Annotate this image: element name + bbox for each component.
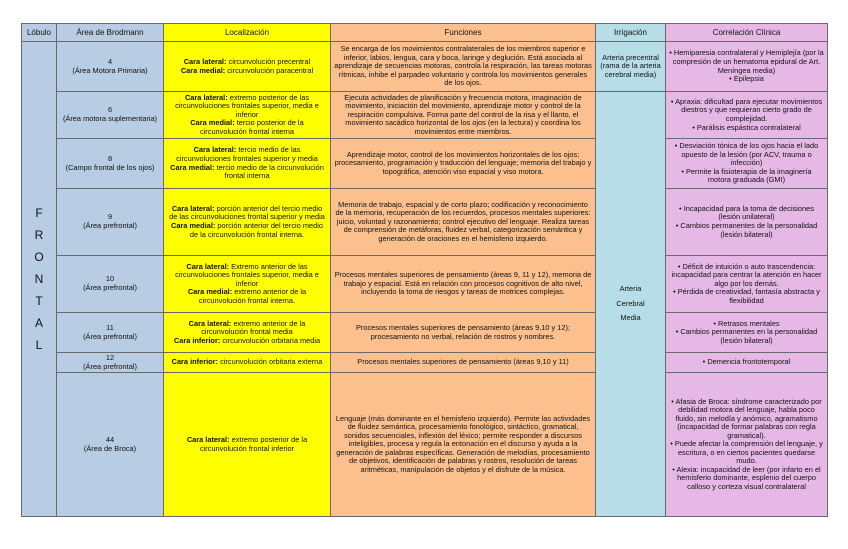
correlacion-item: • Demencia frontotemporal: [669, 358, 824, 367]
header-funciones: Funciones: [331, 24, 596, 42]
header-area: Área de Brodmann: [57, 24, 164, 42]
correlacion-item: • Parálisis espástica contralateral: [669, 124, 824, 133]
localizacion-label: Cara medial:: [170, 162, 215, 172]
localizacion-text: extremo posterior de la circunvolución frontal inferior: [199, 435, 308, 453]
localizacion-text: extremo posterior de las circunvoluciones frontales superior, media e inferior: [175, 92, 319, 119]
area-name: (Área prefrontal): [83, 331, 137, 341]
localizacion-line: [167, 288, 327, 305]
correlacion-item: • Alexia: incapacidad de leer (por infarto en el hemisferio dominante, esplenio del cuerpo calloso y corteza visual contralateral: [669, 466, 824, 492]
correlacion-item: • Apraxia: dificultad para ejecutar movimientos diestros y que requieran cierto grado de complejidad.: [669, 98, 824, 124]
lobe-cell: [22, 42, 57, 517]
header-correlacion: Correlación Clínica: [666, 24, 828, 42]
funciones-cell: Aprendizaje motor, control de los movimientos horizontales de los ojos; procesamiento, programación y traducción del lenguaje; memoria del trabajo y topográfica, atención viso espacial y viso motora.: [331, 139, 596, 189]
localizacion-line: [167, 164, 327, 181]
correlacion-cell: [666, 92, 828, 139]
table-row: [22, 256, 828, 313]
localizacion-cell: [164, 256, 331, 313]
localizacion-label: Cara lateral:: [186, 435, 230, 445]
correlacion-cell: [666, 189, 828, 256]
localizacion-text: tercio medio de la circunvolución frontal interna: [214, 162, 324, 181]
lobe-letter: F: [35, 206, 43, 221]
localizacion-text: porción anterior del tercio medio de la circunvolución frontal interna.: [189, 221, 323, 239]
correlacion-cell: [666, 42, 828, 92]
localizacion-cell: [164, 92, 331, 139]
localizacion-text: circunvolución orbitaria externa: [218, 357, 323, 367]
localizacion-label: Cara lateral:: [184, 92, 228, 102]
localizacion-line: [167, 94, 327, 120]
correlacion-item: • Puede afectar la comprensión del lenguaje, y escritura, o en ciertos pacientes quedarse mudo.: [669, 440, 824, 466]
area-cell: [57, 313, 164, 353]
funciones-cell: Procesos mentales superiores de pensamiento (áreas 9,10 y 11): [331, 353, 596, 373]
area-number: 10: [105, 274, 115, 284]
localizacion-label: Cara lateral:: [193, 145, 237, 155]
funciones-cell: Se encarga de los movimientos contralaterales de los miembros superior e inferior, labios, lengua, cara y boca, laringe y deglución. Está asociada al aprendizaje de secuencias motoras, controla la respiración, las tareas motoras rítmicas, inhibe el parpadeo voluntario y controla los movimientos generales de los ojos.: [331, 42, 596, 92]
irrigacion-cerebral-media: [596, 92, 666, 517]
localizacion-text: extremo anterior de la circunvolución frontal interna.: [198, 287, 307, 305]
correlacion-cell: [666, 256, 828, 313]
header-localizacion: Localización: [164, 24, 331, 42]
correlacion-cell: [666, 313, 828, 353]
localizacion-label: Cara medial:: [180, 65, 226, 75]
localizacion-cell: [164, 373, 331, 517]
localizacion-cell: [164, 353, 331, 373]
lobe-letter: T: [35, 294, 43, 309]
header-row: [22, 24, 828, 42]
header-irrigacion: Irrigación: [596, 24, 666, 42]
localizacion-cell: [164, 139, 331, 189]
lobe-letter: A: [34, 316, 43, 331]
localizacion-label: Cara lateral:: [188, 318, 232, 328]
localizacion-text: extremo anterior de la circunvolución frontal media: [201, 318, 306, 337]
area-cell: [57, 42, 164, 92]
lobe-letter: O: [34, 250, 44, 265]
localizacion-label: Cara inferior:: [173, 335, 221, 345]
correlacion-item: • Hemiparesia contralateral y Hemiplejía (por la compresión de un hematoma epidural de Art. Meníngea media): [669, 49, 824, 75]
localizacion-label: Cara medial:: [170, 221, 216, 230]
localizacion-label: Cara lateral:: [186, 261, 230, 271]
correlacion-cell: [666, 353, 828, 373]
localizacion-line: [167, 263, 327, 289]
correlacion-item: • Retrasos mentales: [669, 320, 824, 329]
lobe-letter: N: [34, 272, 44, 287]
correlacion-cell: [666, 373, 828, 517]
table-row: [22, 42, 828, 92]
localizacion-line: [167, 337, 327, 346]
localizacion-cell: [164, 42, 331, 92]
correlacion-item: • Permite la fisioterapia de la imaginería motora graduada (GMI): [669, 168, 824, 185]
localizacion-text: circunvolución paracentral: [225, 65, 314, 75]
localizacion-label: Cara medial:: [190, 118, 235, 128]
area-number: 6: [107, 105, 113, 115]
area-number: 11: [106, 322, 114, 332]
localizacion-label: Cara lateral:: [171, 203, 215, 213]
correlacion-item: • Cambios permanentes en la personalidad (lesión bilateral): [669, 328, 824, 345]
localizacion-cell: [164, 313, 331, 353]
area-number: 9: [107, 212, 113, 222]
funciones-cell: Procesos mentales superiores de pensamiento (áreas 9,10 y 12); procesamiento no verbal, relación de rostros y nombres.: [331, 313, 596, 353]
localizacion-line: [167, 358, 327, 367]
area-name: (Área prefrontal): [83, 283, 137, 292]
localizacion-line: [167, 67, 327, 76]
area-cell: [57, 373, 164, 517]
area-name: (Área prefrontal): [83, 221, 137, 230]
localizacion-text: tercio posterior de la circunvolución frontal interna: [199, 118, 304, 136]
correlacion-item: • Déficit de intuición o auto trascendencia: incapacidad para centrar la atención en hacer algo por los demás.: [669, 263, 824, 289]
lobe-letter: L: [35, 338, 43, 353]
table-row: [22, 92, 828, 139]
localizacion-line: [167, 146, 327, 163]
area-cell: [57, 353, 164, 373]
area-number: 8: [107, 153, 113, 163]
area-name: (Área motora suplementaria): [62, 114, 158, 123]
area-number: 12: [105, 353, 115, 362]
table-row: [22, 313, 828, 353]
funciones-cell: Ejecuta actividades de planificación y frecuencia motora, imaginación de movimiento, iniciación del movimiento, aprendizaje motor y control de la respiración compulsiva. Forma parte del control de la risa y el llanto, el movimiento sacádico horizontal de los ojos (en la lectura) y coordina los movimientos entre miembros.: [331, 92, 596, 139]
localizacion-text: porción anterior del tercio medio de las circunvoluciones frontal superior y media: [169, 203, 325, 222]
irrigacion-word: Cerebral: [616, 298, 645, 308]
localizacion-text: Extremo anterior de las circunvoluciones frontales superior, media e inferior: [175, 261, 319, 288]
correlacion-item: • Afasia de Broca: síndrome caracterizado por debilidad motora del lenguaje, habla poco fluido, sin melodía y anómico, agramatismo (incapacidad de formar palabras con regla gramatical).: [669, 398, 824, 441]
header-lobulo: Lóbulo: [22, 24, 57, 42]
correlacion-item: • Pérdida de creatividad, fantasía abstracta y flexibilidad: [669, 288, 824, 305]
area-name: (Área Motora Primaria): [72, 65, 148, 75]
localizacion-line: [167, 320, 327, 337]
table-row: [22, 353, 828, 373]
area-cell: [57, 139, 164, 189]
correlacion-item: • Cambios permanentes de la personalidad (lesión bilateral): [669, 222, 824, 239]
localizacion-line: [167, 119, 327, 136]
localizacion-cell: [164, 189, 331, 256]
correlacion-item: • Epilepsia: [669, 75, 824, 84]
funciones-cell: Lenguaje (más dominante en el hemisferio izquierdo). Permite las actividades de fluidez semántica, procesamiento fonológico, sintáctico, gramatical, sonidos secuenciales, inflexión del léxico; permite responder a discursos inteligibles, procesa y regula la entonación en el discurso y ayuda a la generación de palabras específicas. Generación de melodías, procesamiento de objetivos, identificación de palabras y rostros, resolución de tareas aritméticas, manipulación de objetos y el disfrute de la música.: [331, 373, 596, 517]
table-row: [22, 373, 828, 517]
area-name: (Área de Broca): [83, 443, 137, 453]
localizacion-text: circunvolución orbitaria media: [220, 335, 321, 345]
localizacion-label: Cara medial:: [187, 287, 233, 297]
area-name: (Campo frontal de los ojos): [65, 162, 155, 172]
lobe-letter: R: [34, 228, 44, 243]
localizacion-line: [167, 205, 327, 222]
funciones-cell: Procesos mentales superiores de pensamiento (áreas 9, 11 y 12), memoria de trabajo y espacial. Está en relación con procesos cognitivos de alto nivel, incluyendo la toma de riesgos y tareas de motrices complejas.: [331, 256, 596, 313]
brodmann-table: [21, 23, 828, 517]
irrigacion-precentral: Arteria precentral (rama de la arteria cerebral media): [596, 42, 666, 92]
localizacion-line: [167, 222, 327, 239]
area-number: 44: [105, 435, 115, 445]
area-cell: [57, 189, 164, 256]
correlacion-cell: [666, 139, 828, 189]
localizacion-line: [167, 436, 327, 453]
area-name: (Área prefrontal): [83, 361, 137, 371]
funciones-cell: Memoria de trabajo, espacial y de corto plazo; codificación y reconocimiento de la memoria, recuperación de los recuerdos, procesos mentales superiores: juicio, voluntad y razonamiento; control ejecutivo del lenguaje. Realiza tareas de comprensión de metáforas, fluidez verbal, categorización semántica y generación de oraciones en el hemisferio izquierdo.: [331, 189, 596, 256]
area-number: 4: [107, 56, 113, 66]
table-row: [22, 189, 828, 256]
irrigacion-word: Arteria: [619, 284, 642, 294]
table-row: [22, 139, 828, 189]
area-cell: [57, 256, 164, 313]
correlacion-item: • Desviación tónica de los ojos hacia el lado opuesto de la lesión (por ACV, trauma o infección): [669, 142, 824, 168]
irrigacion-word: Media: [620, 313, 641, 323]
localizacion-text: tercio medio de las circunvoluciones frontales superior y media: [176, 145, 318, 163]
correlacion-item: • Incapacidad para la toma de decisiones (lesión unilateral): [669, 205, 824, 222]
localizacion-label: Cara lateral:: [183, 56, 227, 66]
localizacion-label: Cara inferior:: [171, 357, 219, 367]
area-cell: [57, 92, 164, 139]
localizacion-text: circunvolución precentral: [226, 56, 311, 66]
